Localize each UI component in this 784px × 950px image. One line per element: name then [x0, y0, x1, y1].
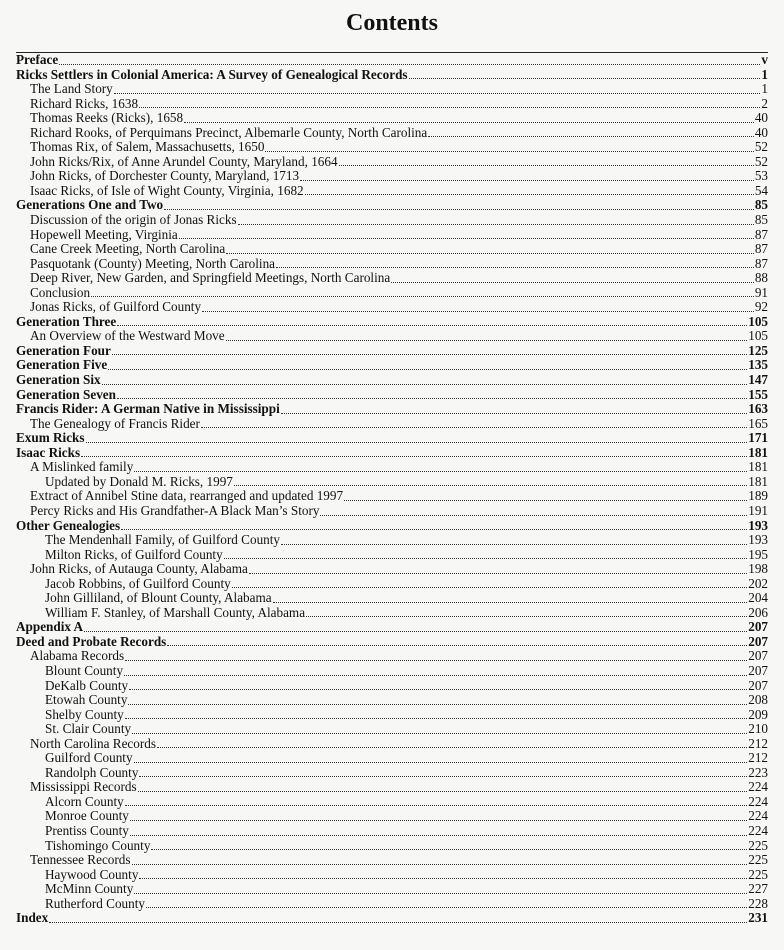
toc-entry-title: Monroe County: [45, 809, 129, 824]
toc-entry: [16, 664, 768, 679]
toc-entry-title: Generations One and Two: [16, 198, 164, 213]
dot-leader: [112, 354, 747, 355]
toc-entry: [16, 358, 768, 373]
toc-entry-title: Haywood County: [45, 867, 139, 882]
toc-entry-title: North Carolina Records: [30, 736, 156, 751]
toc-entry: [16, 489, 768, 504]
dot-leader: [238, 224, 754, 225]
toc-entry-page: 189: [748, 489, 768, 504]
toc-entry-title: Preface: [16, 53, 59, 67]
dot-leader: [276, 267, 754, 268]
toc-entry: [16, 97, 768, 112]
toc-entry: [16, 460, 768, 475]
toc-entry-title: St. Clair County: [45, 722, 132, 737]
dot-leader: [125, 805, 747, 806]
toc-entry-page: 202: [748, 576, 768, 591]
dot-leader: [139, 107, 760, 108]
toc-entry-title: Alabama Records: [30, 649, 125, 664]
toc-entry-title: Generation Four: [16, 343, 111, 358]
toc-entry-title: John Ricks/Rix, of Anne Arundel County, Maryland, 1664: [30, 154, 338, 169]
toc-entry-title: An Overview of the Westward Move: [30, 329, 225, 344]
toc-entry-page: 2: [761, 96, 768, 111]
toc-entry-title: Etowah County: [45, 693, 128, 708]
toc-entry: [16, 213, 768, 228]
toc-entry: [16, 519, 768, 534]
toc-entry-page: 105: [748, 329, 768, 344]
dot-leader: [138, 791, 748, 792]
toc-entry: [16, 388, 768, 403]
dot-leader: [201, 427, 747, 428]
dot-leader: [151, 849, 747, 850]
toc-entry-page: 87: [754, 227, 768, 242]
toc-entry-title: Randolph County: [45, 765, 139, 780]
toc-entry-title: McMinn County: [45, 882, 134, 897]
toc-entry: [16, 373, 768, 388]
dot-leader: [306, 616, 747, 617]
dot-leader: [305, 194, 754, 195]
toc-entry-page: 209: [748, 707, 768, 722]
dot-leader: [117, 398, 747, 399]
toc-entry: [16, 315, 768, 330]
toc-entry-page: 105: [748, 314, 768, 329]
dot-leader: [391, 282, 754, 283]
toc-entry-page: 208: [748, 693, 768, 708]
toc-entry-title: Richard Rooks, of Perquimans Precinct, Albemarle County, North Carolina: [30, 125, 428, 140]
toc-entry-page: 87: [754, 256, 768, 271]
dot-leader: [139, 776, 747, 777]
dot-leader: [300, 180, 754, 181]
toc-entry: [16, 417, 768, 432]
toc-entry-page: 224: [748, 780, 768, 795]
toc-entry: [16, 795, 768, 810]
dot-leader: [146, 907, 747, 908]
dot-leader: [265, 151, 753, 152]
toc-entry: [16, 533, 768, 548]
toc-entry: [16, 475, 768, 490]
toc-entry: [16, 198, 768, 213]
dot-leader: [179, 238, 754, 239]
dot-leader: [84, 631, 747, 632]
dot-leader: [273, 602, 748, 603]
toc-entry: [16, 548, 768, 563]
toc-entry: [16, 155, 768, 170]
toc-entry-title: Percy Ricks and His Grandfather-A Black Man’s Story: [30, 503, 320, 518]
toc-entry: [16, 271, 768, 286]
page-title: Contents: [345, 10, 438, 36]
toc-entry-title: Guilford County: [45, 751, 133, 766]
toc-entry: [16, 882, 768, 897]
dot-leader: [129, 689, 747, 690]
dot-leader: [81, 456, 747, 457]
toc-entry-page: 210: [748, 722, 768, 737]
toc-entry-page: 92: [754, 300, 768, 315]
toc-entry-page: 88: [754, 271, 768, 286]
toc-entry-page: 1: [761, 67, 768, 82]
toc-entry: [16, 679, 768, 694]
toc-entry: [16, 82, 768, 97]
toc-entry-title: Generation Six: [16, 373, 101, 388]
toc-entry: [16, 562, 768, 577]
toc-entry-page: 147: [748, 373, 768, 388]
toc-entry-page: 85: [754, 213, 768, 228]
toc-entry: [16, 824, 768, 839]
toc-entry-title: John Ricks, of Autauga County, Alabama: [30, 562, 248, 577]
toc-entry-title: Prentiss County: [45, 823, 129, 838]
toc-entry: [16, 329, 768, 344]
toc-entry-title: Index: [16, 911, 49, 926]
toc-entry: [16, 708, 768, 723]
toc-entry-title: Updated by Donald M. Ricks, 1997: [45, 474, 233, 489]
toc-entry-title: Blount County: [45, 663, 124, 678]
dot-leader: [167, 645, 747, 646]
toc-entry-title: Hopewell Meeting, Virginia: [30, 227, 178, 242]
toc-entry-page: 231: [748, 911, 768, 926]
toc-entry: [16, 344, 768, 359]
toc-entry-page: 207: [748, 663, 768, 678]
dot-leader: [339, 165, 754, 166]
toc-entry-title: Isaac Ricks: [16, 445, 81, 460]
toc-entry-page: 193: [748, 518, 768, 533]
toc-entry-page: 52: [754, 140, 768, 155]
toc-entry-page: 204: [748, 591, 768, 606]
dot-leader: [121, 529, 747, 530]
toc-entry-page: 193: [748, 533, 768, 548]
toc-entry-title: Conclusion: [30, 285, 91, 300]
toc-entry-title: Tennessee Records: [30, 853, 131, 868]
toc-entry-page: 171: [748, 431, 768, 446]
toc-entry-page: 195: [748, 547, 768, 562]
toc-entry: [16, 140, 768, 155]
table-of-contents: [16, 52, 768, 926]
dot-leader: [125, 718, 747, 719]
dot-leader: [428, 136, 754, 137]
toc-entry-title: The Mendenhall Family, of Guilford County: [45, 533, 281, 548]
toc-entry: [16, 853, 768, 868]
dot-leader: [164, 209, 754, 210]
toc-entry-title: Generation Seven: [16, 387, 116, 402]
toc-entry-page: 125: [748, 343, 768, 358]
toc-entry-page: 91: [754, 285, 768, 300]
dot-leader: [134, 893, 747, 894]
toc-entry-title: Mississippi Records: [30, 780, 137, 795]
toc-entry-title: Alcorn County: [45, 794, 124, 809]
dot-leader: [117, 325, 747, 326]
toc-entry-title: Tishomingo County: [45, 838, 151, 853]
toc-entry-title: The Genealogy of Francis Rider: [30, 416, 200, 431]
toc-entry-page: 181: [748, 474, 768, 489]
toc-entry-title: Thomas Rix, of Salem, Massachusetts, 1650: [30, 140, 265, 155]
toc-entry-title: DeKalb County: [45, 678, 129, 693]
toc-entry-title: Rutherford County: [45, 896, 145, 911]
dot-leader: [134, 762, 748, 763]
toc-entry-title: Isaac Ricks, of Isle of Wight County, Virginia, 1682: [30, 183, 304, 198]
toc-entry: [16, 184, 768, 199]
toc-entry-page: 87: [754, 242, 768, 257]
dot-leader: [86, 442, 748, 443]
dot-leader: [128, 704, 747, 705]
toc-entry: [16, 868, 768, 883]
toc-entry-title: Generation Five: [16, 358, 108, 373]
toc-entry-page: 225: [748, 838, 768, 853]
toc-entry-page: 198: [748, 562, 768, 577]
dot-leader: [130, 835, 747, 836]
toc-entry-page: 40: [754, 125, 768, 140]
toc-entry: [16, 402, 768, 417]
toc-entry-page: 206: [748, 605, 768, 620]
toc-entry-page: 212: [748, 736, 768, 751]
toc-entry-title: Appendix A: [16, 620, 84, 635]
toc-entry-title: Jacob Robbins, of Guilford County: [45, 576, 231, 591]
toc-entry: [16, 635, 768, 650]
dot-leader: [134, 471, 747, 472]
dot-leader: [224, 558, 748, 559]
toc-entry-title: A Mislinked family: [30, 460, 134, 475]
dot-leader: [49, 922, 747, 923]
toc-entry-page: 52: [754, 154, 768, 169]
toc-entry-title: Shelby County: [45, 707, 124, 722]
dot-leader: [249, 573, 747, 574]
toc-entry-title: Other Genealogies: [16, 518, 121, 533]
toc-entry: [16, 228, 768, 243]
toc-entry-title: Francis Rider: A German Native in Mississippi: [16, 402, 280, 417]
dot-leader: [132, 864, 748, 865]
toc-entry-title: Pasquotank (County) Meeting, North Carolina: [30, 256, 276, 271]
dot-leader: [91, 296, 754, 297]
toc-entry: [16, 839, 768, 854]
dot-leader: [108, 369, 747, 370]
toc-entry-page: 227: [748, 882, 768, 897]
toc-entry-page: v: [761, 53, 768, 67]
toc-entry: [16, 722, 768, 737]
toc-entry-page: 53: [754, 169, 768, 184]
toc-entry-page: 155: [748, 387, 768, 402]
toc-entry-title: Exum Ricks: [16, 431, 85, 446]
toc-entry-page: 165: [748, 416, 768, 431]
toc-entry-title: John Ricks, of Dorchester County, Maryland, 1713: [30, 169, 300, 184]
toc-entry: [16, 897, 768, 912]
dot-leader: [409, 78, 761, 79]
toc-entry-title: Richard Ricks, 1638: [30, 96, 139, 111]
dot-leader: [59, 64, 760, 65]
toc-entry: [16, 649, 768, 664]
toc-entry: [16, 111, 768, 126]
toc-entry: [16, 286, 768, 301]
dot-leader: [184, 122, 754, 123]
toc-entry-page: 224: [748, 823, 768, 838]
toc-entry: [16, 606, 768, 621]
toc-entry-title: The Land Story: [30, 82, 113, 97]
dot-leader: [157, 747, 747, 748]
toc-entry-title: John Gilliland, of Blount County, Alabama: [45, 591, 272, 606]
toc-entry-page: 224: [748, 794, 768, 809]
toc-entry: [16, 242, 768, 257]
toc-entry-title: Ricks Settlers in Colonial America: A Survey of Genealogical Records: [16, 67, 408, 82]
dot-leader: [234, 485, 747, 486]
toc-entry-page: 163: [748, 402, 768, 417]
toc-entry-title: Deed and Probate Records: [16, 634, 167, 649]
toc-entry-title: Deep River, New Garden, and Springfield Meetings, North Carolina: [30, 271, 391, 286]
toc-entry: [16, 911, 768, 926]
dot-leader: [139, 878, 747, 879]
toc-entry-title: Jonas Ricks, of Guilford County: [30, 300, 202, 315]
toc-entry-page: 212: [748, 751, 768, 766]
toc-entry-page: 181: [748, 445, 768, 460]
toc-entry: [16, 693, 768, 708]
toc-entry-page: 135: [748, 358, 768, 373]
toc-entry-title: Generation Three: [16, 314, 117, 329]
toc-entry: [16, 300, 768, 315]
toc-entry: [16, 809, 768, 824]
dot-leader: [226, 253, 754, 254]
dot-leader: [281, 544, 747, 545]
toc-entry-title: Cane Creek Meeting, North Carolina: [30, 242, 226, 257]
toc-entry-page: 225: [748, 853, 768, 868]
toc-entry: [16, 591, 768, 606]
toc-entry-page: 225: [748, 867, 768, 882]
dot-leader: [125, 660, 747, 661]
toc-entry: [16, 577, 768, 592]
dot-leader: [232, 587, 748, 588]
toc-entry-title: Thomas Reeks (Ricks), 1658: [30, 111, 184, 126]
toc-entry-page: 223: [748, 765, 768, 780]
toc-entry-page: 54: [754, 183, 768, 198]
toc-entry: [16, 68, 768, 83]
toc-entry-page: 207: [748, 649, 768, 664]
dot-leader: [344, 500, 747, 501]
dot-leader: [114, 93, 761, 94]
toc-entry: [16, 431, 768, 446]
toc-entry-page: 181: [748, 460, 768, 475]
toc-entry-page: 224: [748, 809, 768, 824]
toc-entry-title: William F. Stanley, of Marshall County, Alabama: [45, 605, 306, 620]
dot-leader: [202, 311, 754, 312]
toc-entry-page: 207: [748, 620, 768, 635]
toc-entry-page: 207: [748, 678, 768, 693]
dot-leader: [226, 340, 748, 341]
toc-entry-title: Discussion of the origin of Jonas Ricks: [30, 213, 237, 228]
toc-entry-title: Milton Ricks, of Guilford County: [45, 547, 223, 562]
toc-entry-page: 191: [748, 503, 768, 518]
toc-entry: [16, 751, 768, 766]
toc-entry: [16, 257, 768, 272]
toc-entry: [16, 504, 768, 519]
dot-leader: [281, 413, 747, 414]
toc-entry: [16, 780, 768, 795]
toc-entry-title: Extract of Annibel Stine data, rearranged and updated 1997: [30, 489, 344, 504]
dot-leader: [102, 384, 748, 385]
toc-entry-page: 1: [761, 82, 768, 97]
toc-entry: [16, 126, 768, 141]
dot-leader: [130, 820, 747, 821]
dot-leader: [132, 733, 747, 734]
dot-leader: [124, 675, 747, 676]
dot-leader: [320, 515, 747, 516]
toc-entry: [16, 446, 768, 461]
toc-entry-page: 40: [754, 111, 768, 126]
toc-entry: [16, 53, 768, 68]
toc-entry: [16, 620, 768, 635]
toc-entry: [16, 169, 768, 184]
toc-entry: [16, 766, 768, 781]
toc-entry-page: 207: [748, 634, 768, 649]
toc-entry-page: 228: [748, 896, 768, 911]
toc-entry-page: 85: [754, 198, 768, 213]
toc-entry: [16, 737, 768, 752]
